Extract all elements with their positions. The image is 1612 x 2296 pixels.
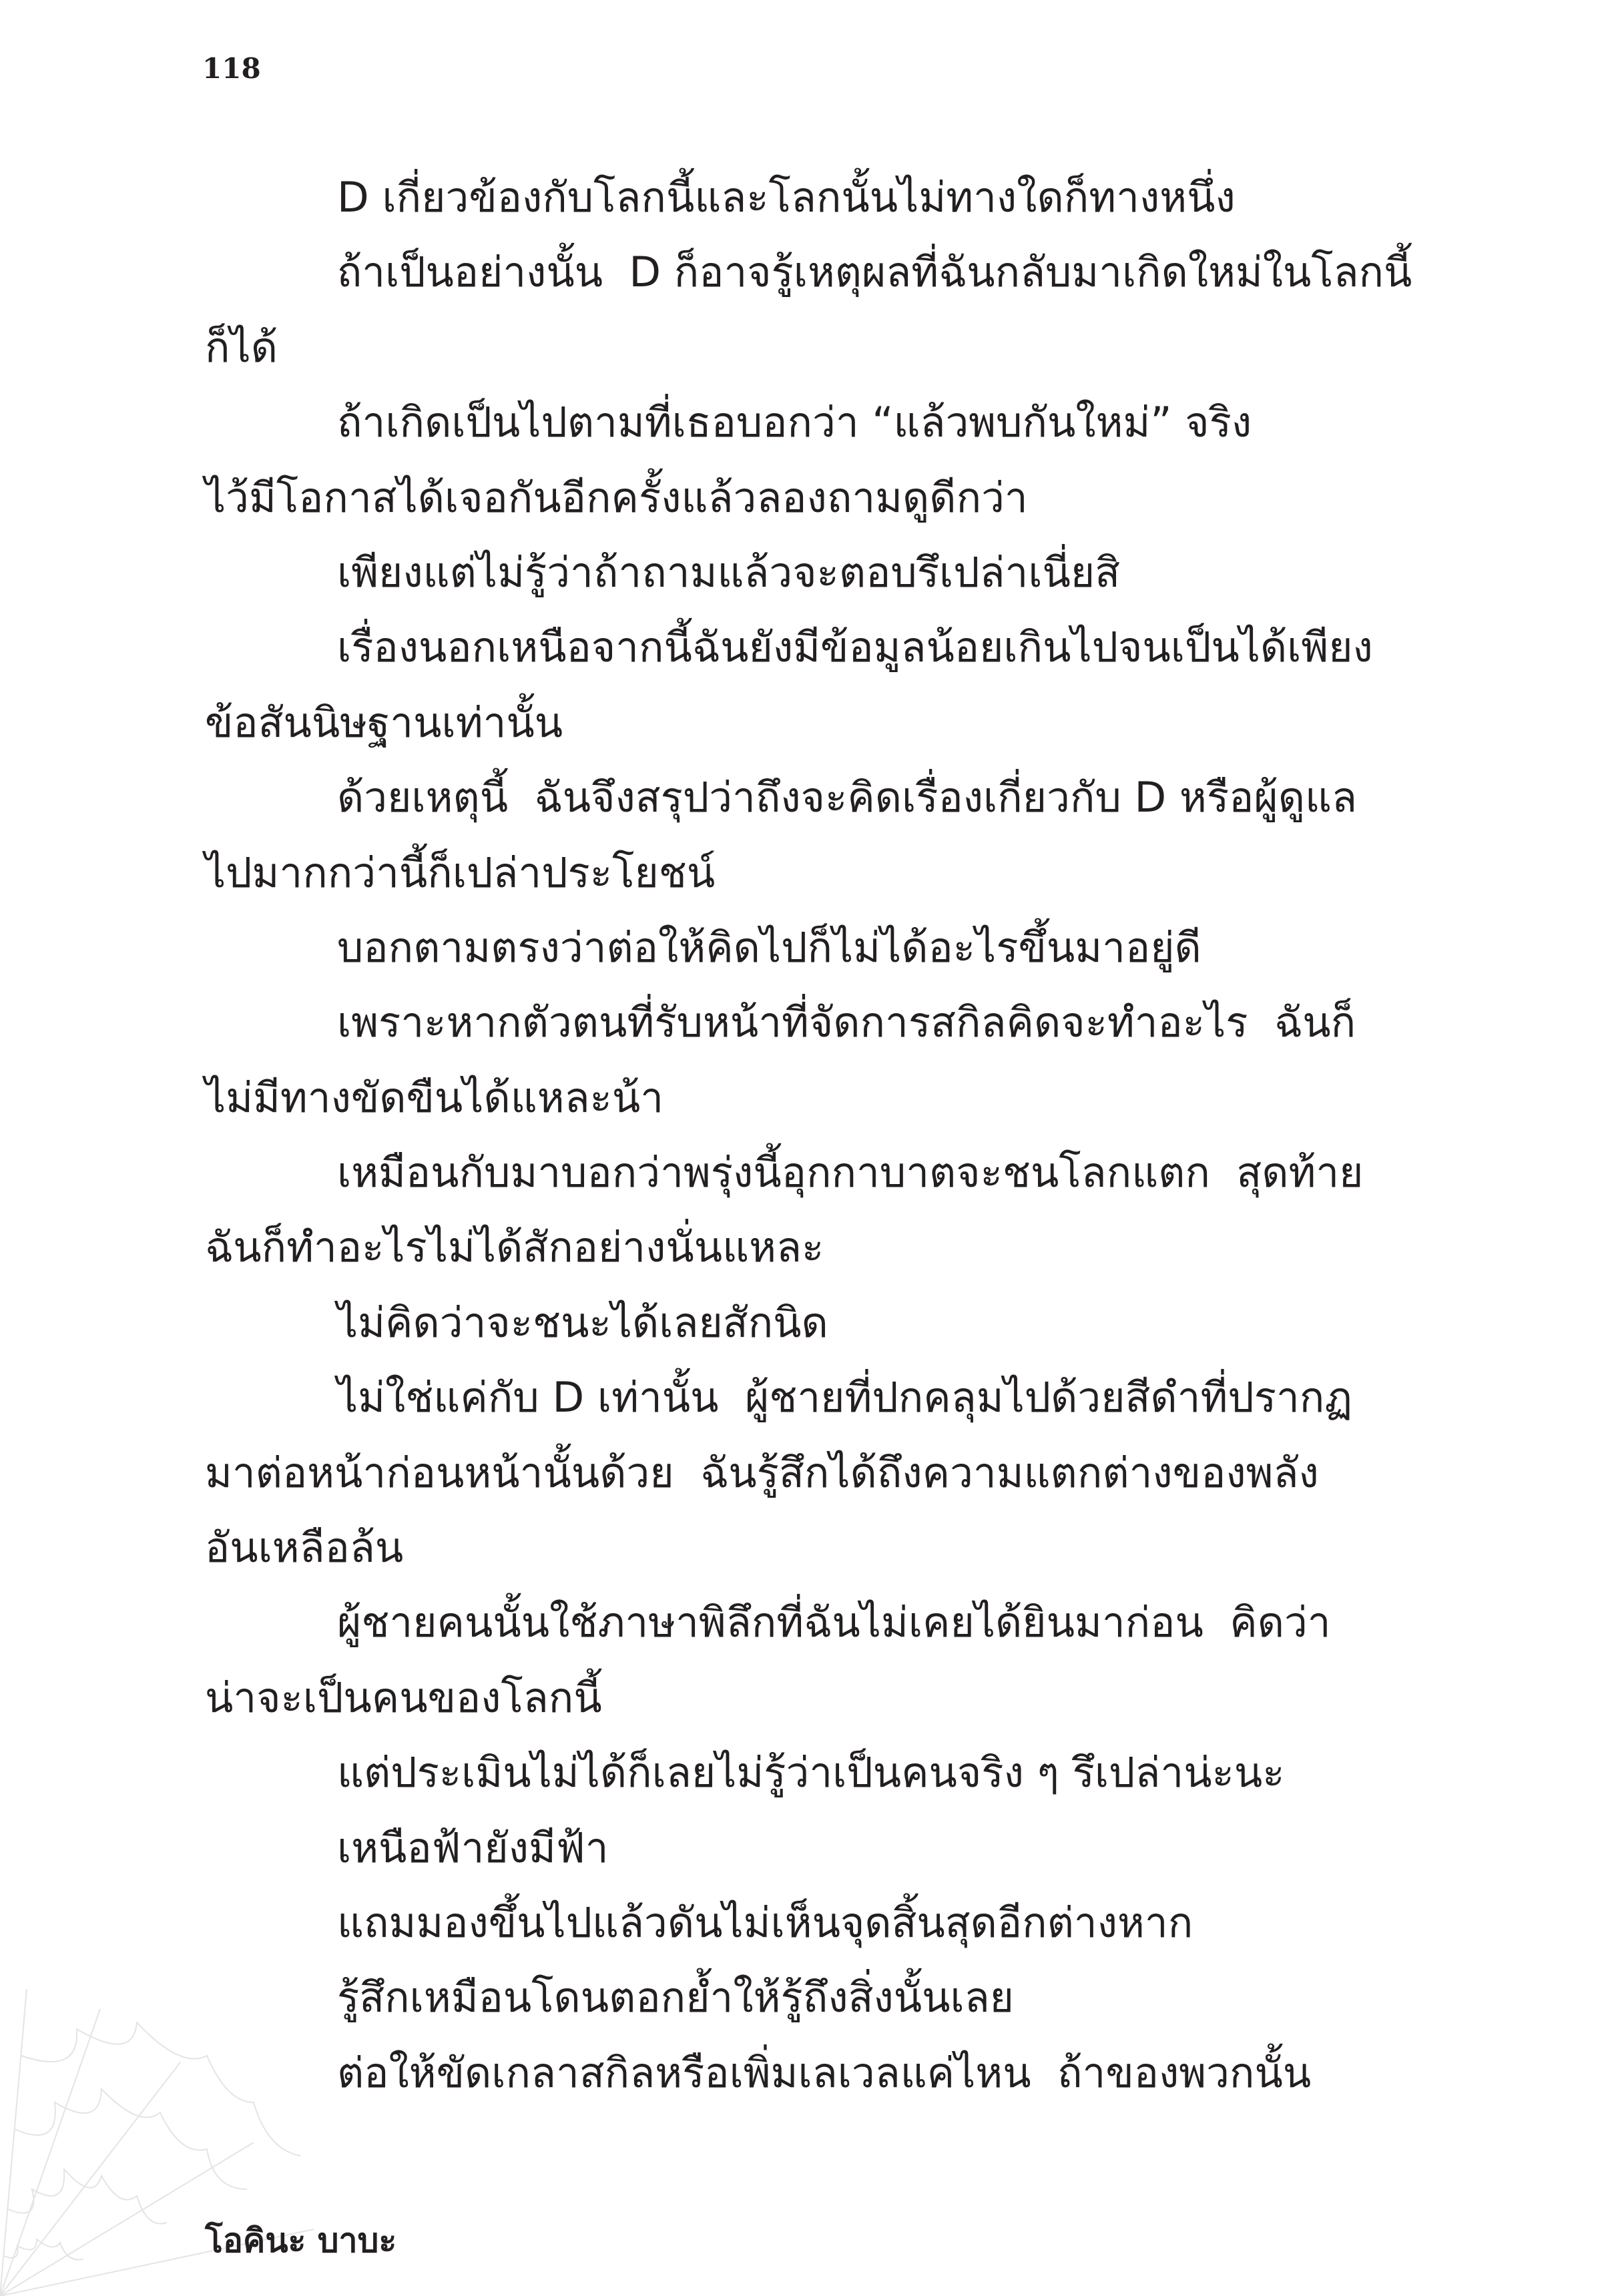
paragraph — [205, 2036, 1412, 2110]
paragraph-line: ถ้าเป็นอย่างนั้น D ก็อาจรู้เหตุผลที่ฉันกลับมาเกิดใหม่ในโลกนี้ — [336, 248, 1412, 297]
paragraph — [205, 535, 1412, 610]
paragraph — [205, 1886, 1412, 1960]
paragraph — [205, 160, 1412, 235]
paragraph — [205, 1960, 1412, 2035]
paragraph-line: เรื่องนอกเหนือจากนี้ฉันยังมีข้อมูลน้อยเกินไปจนเป็นได้เพียง — [337, 623, 1373, 672]
paragraph-line: มาต่อหน้าก่อนหน้านั้นด้วย ฉันรู้สึกได้ถึงความแตกต่างของพลัง — [205, 1448, 1319, 1497]
paragraph-line: บอกตามตรงว่าต่อให้คิดไปก็ไม่ได้อะไรขึ้นมาอยู่ดี — [337, 922, 1201, 972]
paragraph-line: ไม่คิดว่าจะชนะได้เลยสักนิด — [337, 1298, 828, 1347]
paragraph — [205, 1735, 1412, 1810]
paragraph-line: แถมมองขึ้นไปแล้วดันไม่เห็นจุดสิ้นสุดอีกต่างหาก — [337, 1898, 1193, 1947]
paragraph — [205, 610, 1412, 760]
paragraph-line: ถ้าเกิดเป็นไปตามที่เธอบอกว่า “แล้วพบกันใหม่” จริง — [337, 398, 1252, 447]
paragraph-line: ไม่มีทางขัดขืนได้แหละน้า — [205, 1073, 664, 1122]
paragraph-line: ต่อให้ขัดเกลาสกิลหรือเพิ่มเลเวลแค่ไหน ถ้าของพวกนั้น — [337, 2048, 1312, 2097]
paragraph-line: เหมือนกับมาบอกว่าพรุ่งนี้อุกกาบาตจะชนโลกแตก สุดท้าย — [337, 1148, 1364, 1197]
paragraph — [205, 1360, 1412, 1585]
body-text — [205, 160, 1412, 2110]
paragraph — [205, 235, 1412, 385]
paragraph — [205, 1811, 1412, 1886]
paragraph — [205, 385, 1412, 535]
paragraph — [205, 1285, 1412, 1360]
paragraph-line: รู้สึกเหมือนโดนตอกย้ำให้รู้ถึงสิ่งนั้นเลย — [337, 1973, 1015, 2022]
paragraph-line: D เกี่ยวข้องกับโลกนี้และโลกนั้นไม่ทางใดก็ทางหนึ่ง — [337, 173, 1236, 222]
paragraph-line: น่าจะเป็นคนของโลกนี้ — [205, 1673, 602, 1722]
footer-author-name: โอคินะ บาบะ — [205, 2221, 397, 2260]
paragraph-line: ไว้มีโอกาสได้เจอกันอีกครั้งแล้วลองถามดูดีกว่า — [205, 473, 1028, 522]
paragraph — [205, 910, 1412, 985]
page-number: 118 — [202, 52, 261, 85]
paragraph-line: ไปมากกว่านี้ก็เปล่าประโยชน์ — [205, 848, 716, 897]
paragraph-line: เหนือฟ้ายังมีฟ้า — [337, 1823, 609, 1872]
paragraph-line: อันเหลือล้น — [205, 1523, 404, 1572]
paragraph — [205, 985, 1412, 1135]
paragraph-line: เพียงแต่ไม่รู้ว่าถ้าถามแล้วจะตอบรึเปล่าเนี่ยสิ — [337, 547, 1121, 597]
paragraph-line: ด้วยเหตุนี้ ฉันจึงสรุปว่าถึงจะคิดเรื่องเกี่ยวกับ D หรือผู้ดูแล — [337, 773, 1357, 822]
paragraph-line: แต่ประเมินไม่ได้ก็เลยไม่รู้ว่าเป็นคนจริง ๆ รึเปล่าน่ะนะ — [337, 1748, 1285, 1797]
paragraph-line: ไม่ใช่แค่กับ D เท่านั้น ผู้ชายที่ปกคลุมไปด้วยสีดำที่ปรากฏ — [337, 1373, 1352, 1422]
paragraph-line: ผู้ชายคนนั้นใช้ภาษาพิลึกที่ฉันไม่เคยได้ยินมาก่อน คิดว่า — [337, 1598, 1331, 1647]
paragraph-line: เพราะหากตัวตนที่รับหน้าที่จัดการสกิลคิดจะทำอะไร ฉันก็ — [337, 998, 1356, 1047]
paragraph — [205, 1135, 1412, 1285]
paragraph — [205, 760, 1412, 910]
paragraph-line: ฉันก็ทำอะไรไม่ได้สักอย่างนั่นแหละ — [205, 1223, 824, 1272]
paragraph-line: ก็ได้ — [205, 322, 278, 372]
paragraph — [205, 1585, 1412, 1735]
paragraph-line: ข้อสันนิษฐานเท่านั้น — [205, 697, 563, 747]
